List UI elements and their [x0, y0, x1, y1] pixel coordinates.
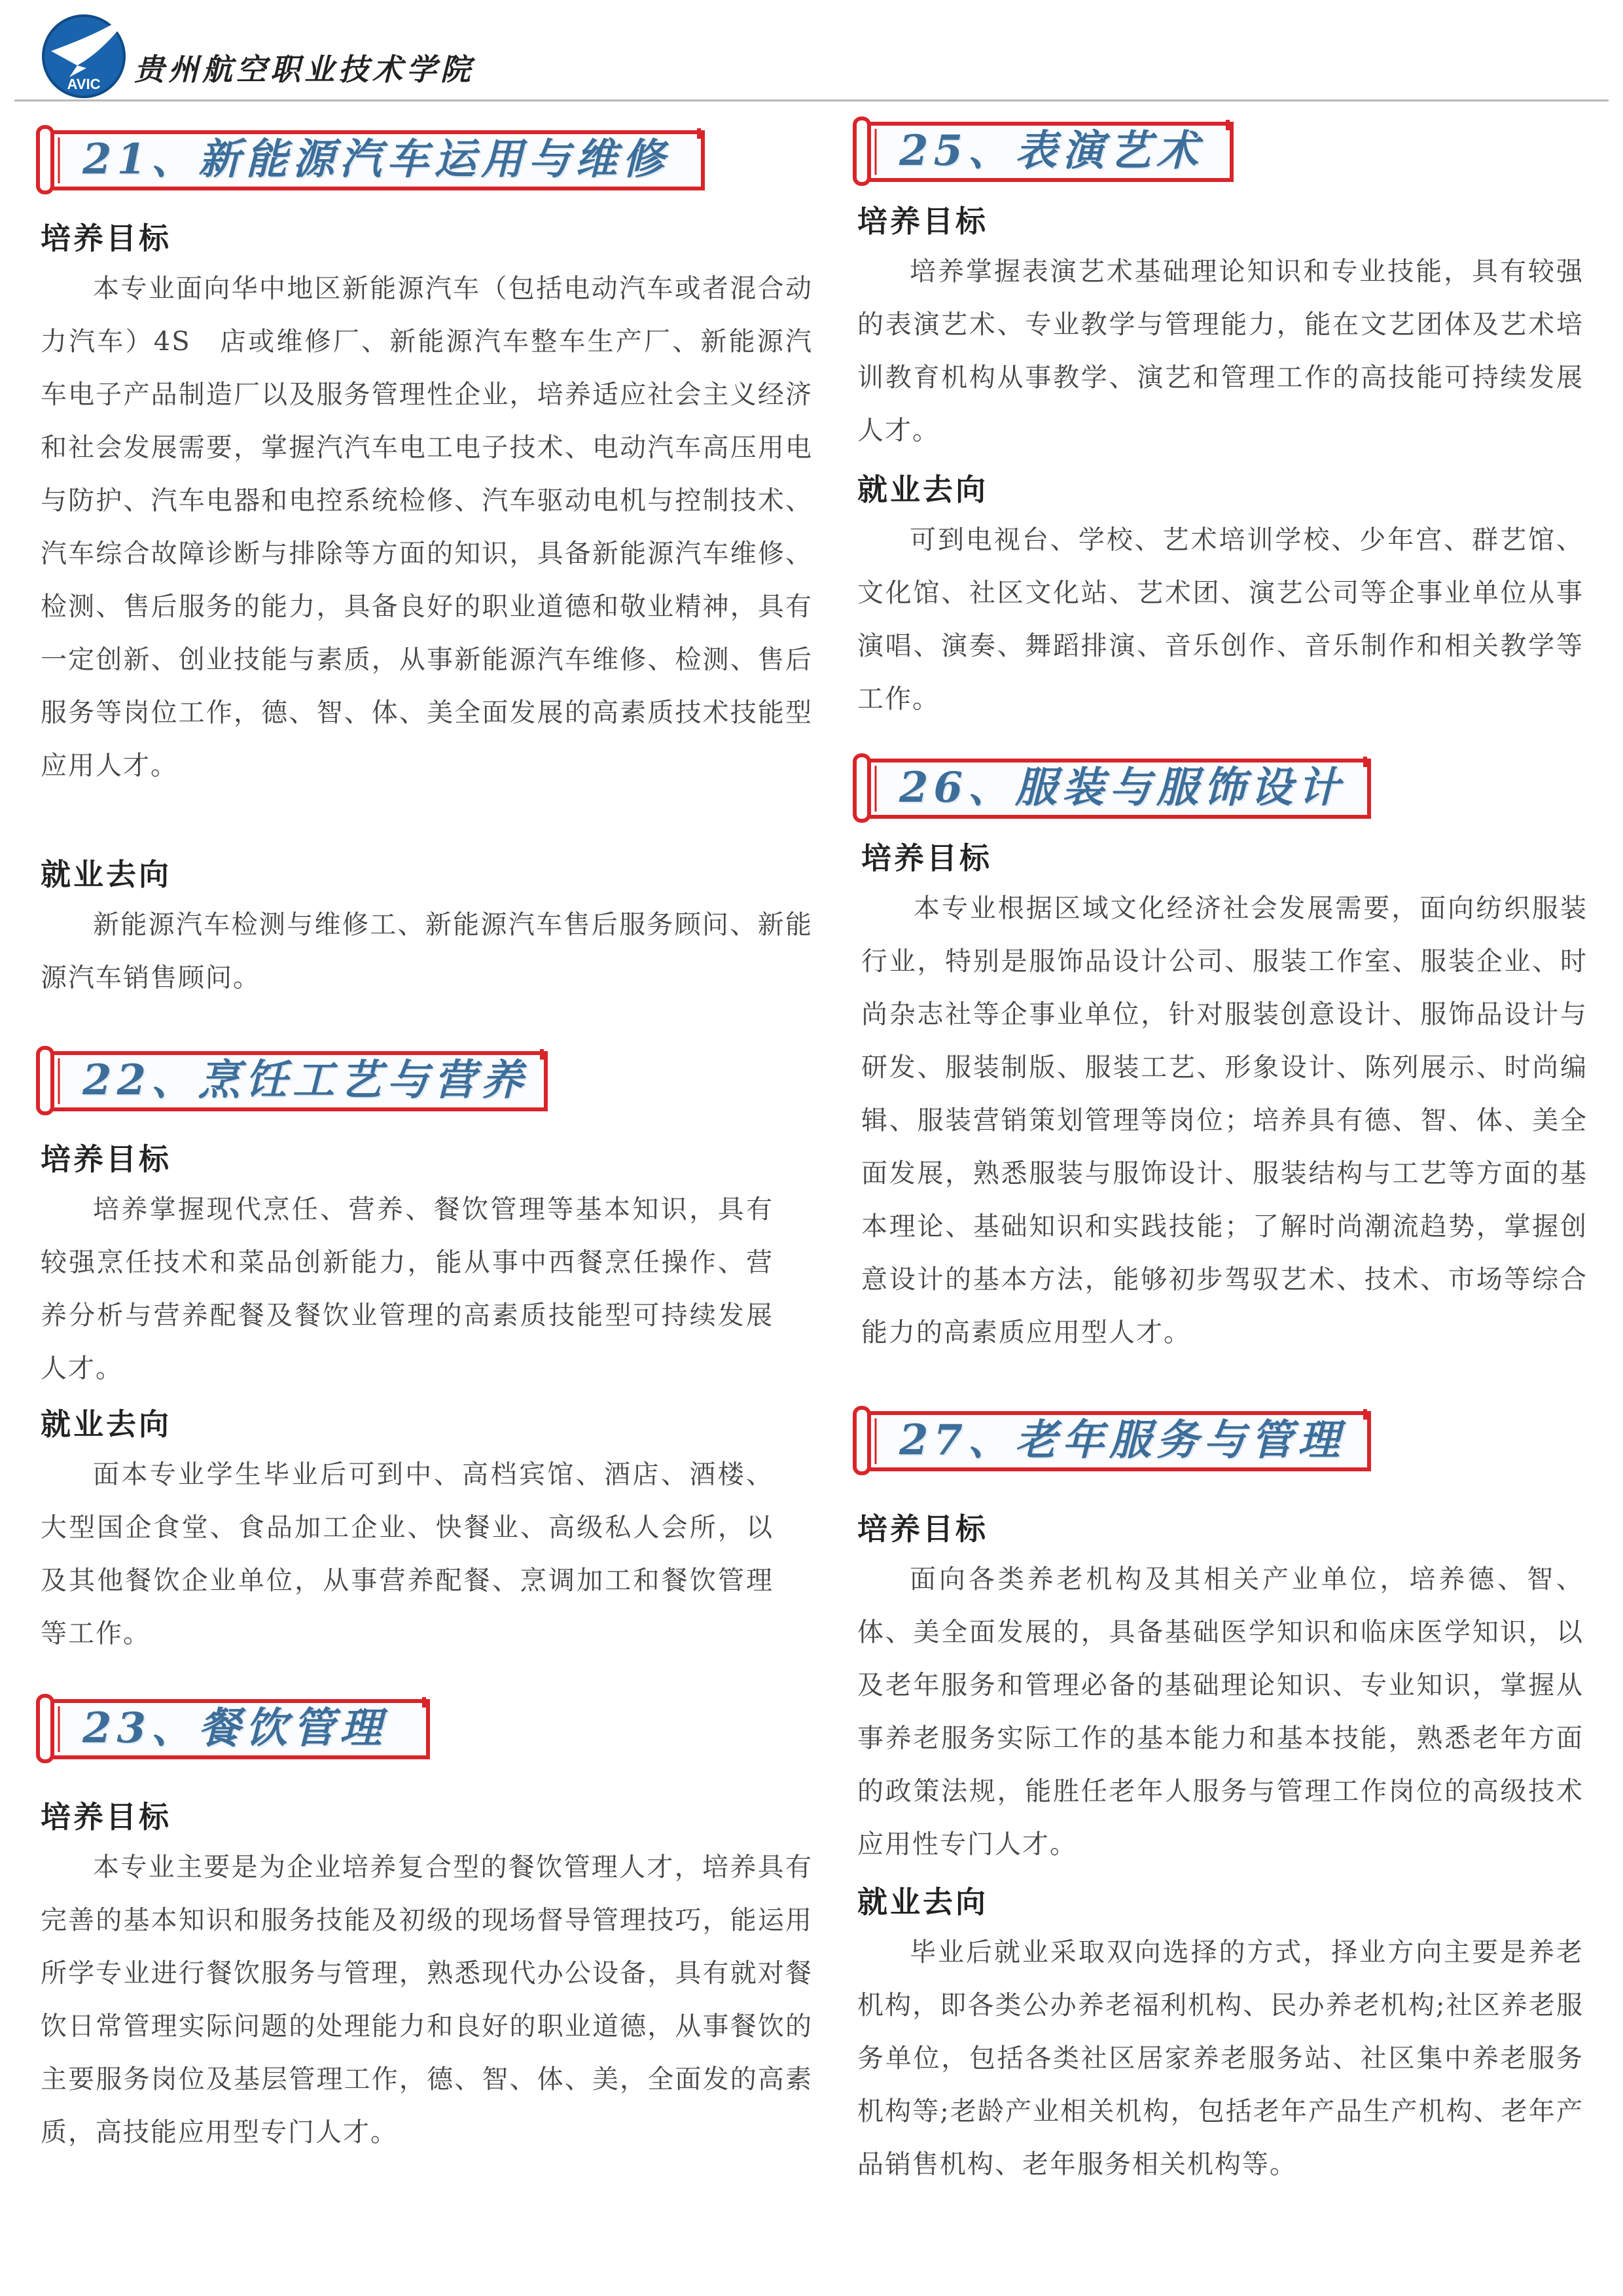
section-banner-21 — [34, 123, 708, 196]
page-header — [0, 0, 1623, 105]
goal-text-27: 面向各类养老机构及其相关产业单位，培养德、智、体、美全面发展的，具备基础医学知识和临床医学知识，以及老年服务和管理必备的基础理论知识、专业知识，掌握从事养老服务实际工作的基本能力和基本技能，熟悉老年方面的政策法规，能胜任老年人服务与管理工作岗位的高级技术应用性专门人才。 — [857, 1564, 1584, 1859]
job-heading-27: 就业去向 — [857, 1884, 988, 1920]
header-divider — [14, 99, 1609, 101]
section-title-21: 21、新能源汽车运用与维修 — [82, 135, 670, 184]
goal-heading-27: 培养目标 — [857, 1511, 988, 1547]
school-name: 贵州航空职业技术学院 — [134, 52, 474, 87]
job-text-21: 新能源汽车检测与维修工、新能源汽车售后服务顾问、新能源汽车销售顾问。 — [41, 910, 813, 993]
section-title-22: 22、烹饪工艺与营养 — [82, 1056, 529, 1105]
goal-heading-25: 培养目标 — [857, 204, 988, 239]
section-banner-27 — [851, 1404, 1374, 1477]
job-heading-21: 就业去向 — [41, 857, 171, 892]
job-heading-22: 就业去向 — [41, 1407, 171, 1442]
section-title-27: 27、老年服务与管理 — [899, 1416, 1346, 1465]
goal-heading-26: 培养目标 — [861, 840, 992, 876]
section-banner-25 — [851, 115, 1237, 188]
goal-text-23: 本专业主要是为企业培养复合型的餐饮管理人才，培养具有完善的基本知识和服务技能及初级的现场督导管理技巧，能运用所学专业进行餐饮服务与管理，熟悉现代办公设备，具有就对餐饮日常管理实际问题的处理能力和良好的职业道德，从事餐饮的主要服务岗位及基层管理工作，德、智、体、美，全面发的高素质，高技能应用型专门人才。 — [41, 1852, 813, 2147]
section-title-25: 25、表演艺术 — [899, 126, 1204, 175]
section-title-23: 23、餐饮管理 — [82, 1704, 387, 1753]
avic-logo-icon — [38, 5, 136, 103]
logo-text: AVIC — [67, 76, 101, 92]
goal-heading-22: 培养目标 — [41, 1141, 171, 1177]
goal-text-25: 培养掌握表演艺术基础理论知识和专业技能，具有较强的表演艺术、专业教学与管理能力，能在文艺团体及艺术培训教育机构从事教学、演艺和管理工作的高技能可持续发展人才。 — [857, 257, 1584, 446]
section-banner-22 — [34, 1044, 551, 1117]
section-banner-23 — [34, 1692, 433, 1765]
goal-text-26: 本专业根据区域文化经济社会发展需要，面向纺织服装行业，特别是服饰品设计公司、服装工作室、服装企业、时尚杂志社等企事业单位，针对服装创意设计、服饰品设计与研发、服装制版、服装工艺、形象设计、陈列展示、时尚编辑、服装营销策划管理等岗位；培养具有德、智、体、美全面发展，熟悉服装与服饰设计、服装结构与工艺等方面的基本理论、基础知识和实践技能；了解时尚潮流趋势，掌握创意设计的基本方法，能够初步驾驭艺术、技术、市场等综合能力的高素质应用型人才。 — [861, 893, 1588, 1348]
job-text-27: 毕业后就业采取双向选择的方式，择业方向主要是养老机构，即各类公办养老福利机构、民办养老机构;社区养老服务单位，包括各类社区居家养老服务站、社区集中养老服务机构等;老龄产业相关机构，包括老年产品生产机构、老年产品销售机构、老年服务相关机构等。 — [857, 1937, 1584, 2179]
goal-heading-23: 培养目标 — [41, 1799, 171, 1835]
job-text-22: 面本专业学生毕业后可到中、高档宾馆、酒店、酒楼、大型国企食堂、食品加工企业、快餐业、高级私人会所，以及其他餐饮企业单位，从事营养配餐、烹调加工和餐饮管理等工作。 — [41, 1460, 774, 1649]
section-banner-26 — [851, 751, 1374, 825]
job-text-25: 可到电视台、学校、艺术培训学校、少年宫、群艺馆、文化馆、社区文化站、艺术团、演艺公司等企事业单位从事演唱、演奏、舞蹈排演、音乐创作、音乐制作和相关教学等工作。 — [857, 525, 1584, 714]
section-title-26: 26、服装与服饰设计 — [899, 763, 1346, 812]
goal-heading-21: 培养目标 — [41, 221, 171, 256]
goal-text-21: 本专业面向华中地区新能源汽车（包括电动汽车或者混合动力汽车）4S 店或维修厂、新能源汽车整车生产厂、新能源汽车电子产品制造厂以及服务管理性企业，培养适应社会主义经济和社会发展需要，掌握汽汽车电工电子技术、电动汽车高压用电与防护、汽车电器和电控系统检修、汽车驱动电机与控制技术、汽车综合故障诊断与排除等方面的知识，具备新能源汽车维修、检测、售后服务的能力，具备良好的职业道德和敬业精神，具有一定创新、创业技能与素质，从事新能源汽车维修、检测、售后服务等岗位工作，德、智、体、美全面发展的高素质技术技能型应用人才。 — [41, 274, 813, 781]
goal-text-22: 培养掌握现代烹任、营养、餐饮管理等基本知识，具有较强烹任技术和菜品创新能力，能从事中西餐烹任操作、营养分析与营养配餐及餐饮业管理的高素质技能型可持续发展人才。 — [41, 1194, 774, 1384]
job-heading-25: 就业去向 — [857, 472, 988, 507]
